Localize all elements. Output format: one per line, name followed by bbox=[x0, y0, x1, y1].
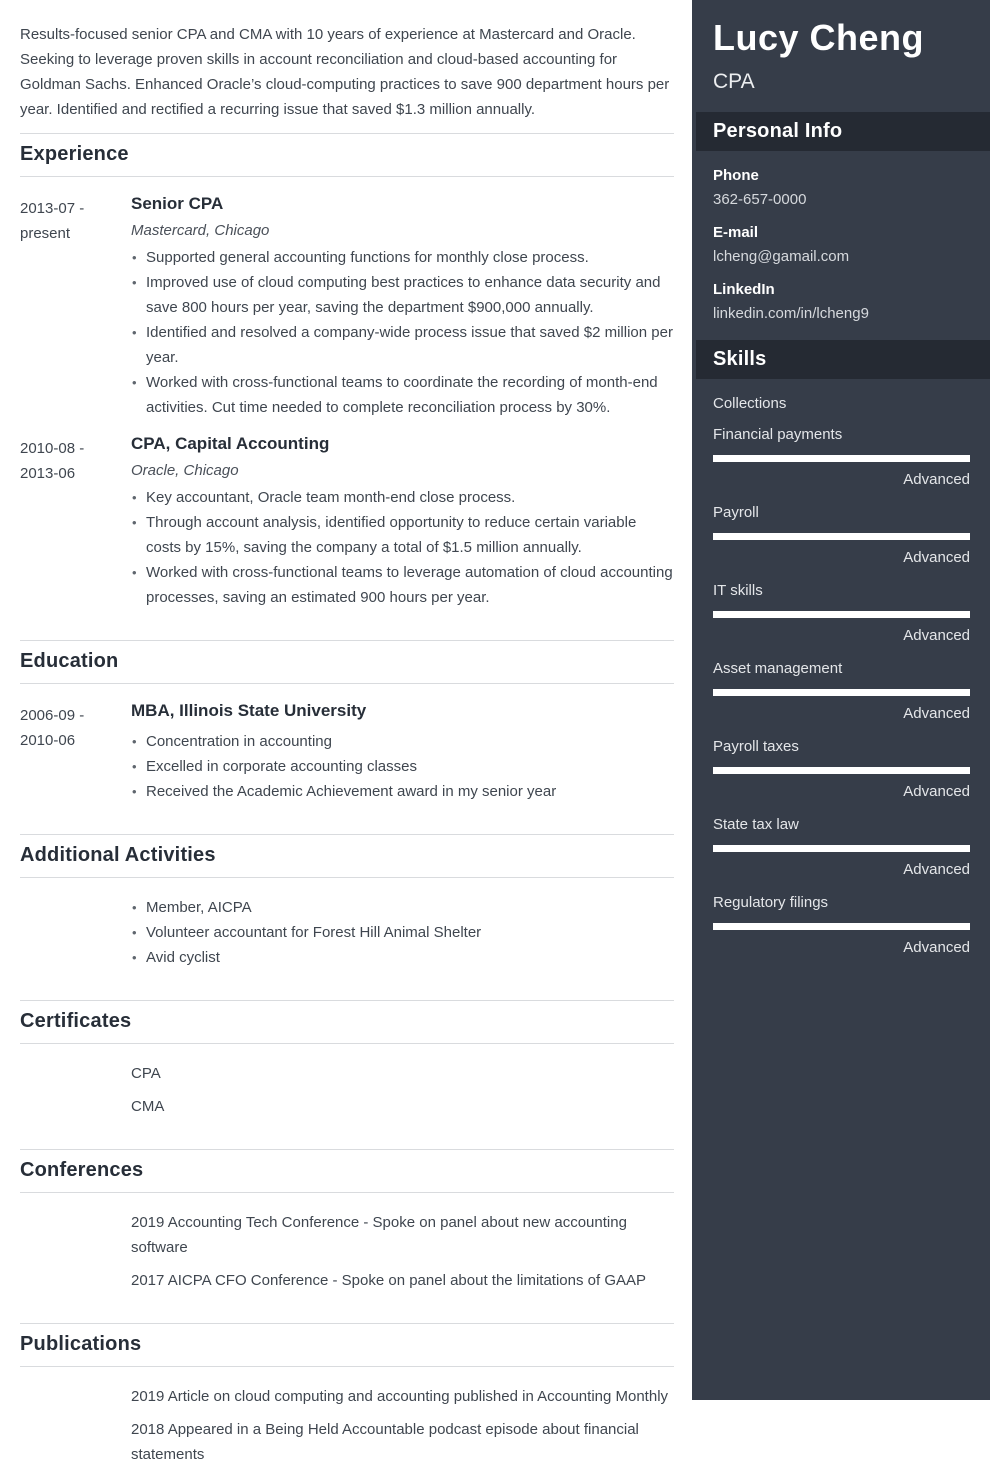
bullet-icon: • bbox=[132, 900, 137, 915]
resume-section bbox=[20, 133, 674, 625]
personal-info-item bbox=[713, 167, 970, 208]
entry-line: 2019 Accounting Tech Conference - Spoke on panel about new accounting software bbox=[131, 1214, 627, 1256]
skill-name: Regulatory filings bbox=[713, 894, 829, 911]
skill-level-label: Advanced bbox=[903, 783, 970, 800]
bullet-icon: • bbox=[132, 784, 137, 799]
entry-line: 2019 Article on cloud computing and accounting published in Accounting Monthly bbox=[131, 1388, 669, 1405]
personal-info-list bbox=[692, 151, 990, 322]
entry-dates bbox=[20, 194, 131, 420]
personal-info-item bbox=[713, 281, 970, 322]
skill-name: Collections bbox=[713, 395, 787, 412]
bullet-text: Received the Academic Achievement award in my senior year bbox=[146, 783, 557, 800]
entry-line: CMA bbox=[131, 1098, 165, 1115]
skill-item bbox=[713, 894, 970, 956]
section-divider-top bbox=[20, 1000, 674, 1001]
entry-date-end: 2013-06 bbox=[20, 465, 76, 482]
skill-level-label: Advanced bbox=[903, 471, 970, 488]
personal-info-value: 362-657-0000 bbox=[713, 191, 807, 208]
line-list bbox=[131, 1384, 674, 1467]
skill-level-bar bbox=[713, 455, 970, 462]
section-entry bbox=[20, 701, 674, 804]
bullet-icon: • bbox=[132, 375, 137, 390]
skill-level-label: Advanced bbox=[903, 861, 970, 878]
skill-name: State tax law bbox=[713, 816, 799, 833]
bullet-icon: • bbox=[132, 759, 137, 774]
section-divider-top bbox=[20, 1149, 674, 1150]
bullet-list bbox=[131, 729, 674, 804]
bullet-icon: • bbox=[132, 515, 137, 530]
bullet-icon: • bbox=[132, 325, 137, 340]
personal-info-heading: Personal Info bbox=[696, 112, 990, 151]
bullet-text: Key accountant, Oracle team month-end close process. bbox=[146, 489, 516, 506]
personal-info-item bbox=[713, 224, 970, 265]
skill-level-bar bbox=[713, 611, 970, 618]
bullet-item bbox=[131, 245, 674, 270]
bullet-item bbox=[131, 320, 674, 370]
entry-line: 2018 Appeared in a Being Held Accountable podcast episode about financial statements bbox=[131, 1421, 639, 1463]
entry-dates bbox=[20, 434, 131, 610]
bullet-text: Worked with cross-functional teams to leverage automation of cloud accounting processes, saving an estimated 900 hours per year. bbox=[146, 564, 673, 606]
entry-dates bbox=[20, 701, 131, 804]
section-entry bbox=[20, 194, 674, 420]
entry-title: Senior CPA bbox=[131, 194, 224, 213]
personal-info-value: linkedin.com/in/lcheng9 bbox=[713, 305, 869, 322]
entry-body bbox=[131, 701, 674, 804]
section-entry bbox=[20, 1061, 674, 1119]
skill-item bbox=[713, 816, 970, 878]
bullet-text: Avid cyclist bbox=[146, 949, 220, 966]
entry-body bbox=[131, 1061, 674, 1119]
resume-section bbox=[20, 1323, 674, 1482]
skill-level-bar bbox=[713, 689, 970, 696]
bullet-list bbox=[131, 245, 674, 420]
section-entries bbox=[20, 684, 674, 819]
bullet-icon: • bbox=[132, 950, 137, 965]
section-title: Education bbox=[20, 650, 119, 672]
skill-level-bar bbox=[713, 767, 970, 774]
skill-item bbox=[713, 738, 970, 800]
summary-paragraph: Results-focused senior CPA and CMA with 10 years of experience at Mastercard and Oracle. Seeking to leverage proven skills in account reconciliation and cloud-based accounting for Goldman Sachs. Enhanced Oracle’s cloud-computing practices to save 900 department hours per year. Identified and rectified a recurring issue that saved $1.3 million annually. bbox=[20, 26, 670, 118]
section-entries bbox=[20, 177, 674, 625]
sections bbox=[20, 133, 674, 1482]
resume-section bbox=[20, 1000, 674, 1134]
section-entries bbox=[20, 1367, 674, 1482]
entry-dates bbox=[20, 895, 131, 970]
skill-item bbox=[713, 504, 970, 566]
entry-body bbox=[131, 194, 674, 420]
bullet-icon: • bbox=[132, 565, 137, 580]
entry-title: MBA, Illinois State University bbox=[131, 701, 367, 720]
resume-sidebar bbox=[692, 0, 990, 1400]
entry-body bbox=[131, 1384, 674, 1467]
bullet-item bbox=[131, 729, 674, 754]
section-entries bbox=[20, 878, 674, 985]
skill-item bbox=[713, 426, 970, 488]
entry-body bbox=[131, 1210, 674, 1293]
bullet-text: Volunteer accountant for Forest Hill Animal Shelter bbox=[146, 924, 482, 941]
personal-info-value: lcheng@gamail.com bbox=[713, 248, 850, 265]
section-title: Certificates bbox=[20, 1010, 132, 1032]
line-list bbox=[131, 1210, 674, 1293]
entry-dates bbox=[20, 1061, 131, 1119]
bullet-item bbox=[131, 270, 674, 320]
entry-date-start: 2010-08 - bbox=[20, 440, 85, 457]
entry-subtitle: Oracle, Chicago bbox=[131, 462, 239, 479]
personal-info-label: LinkedIn bbox=[713, 281, 775, 298]
skill-level-bar bbox=[713, 845, 970, 852]
bullet-text: Worked with cross-functional teams to coordinate the recording of month-end activities. Cut time needed to complete reconciliation process by 30%. bbox=[146, 374, 658, 416]
bullet-item bbox=[131, 920, 674, 945]
bullet-icon: • bbox=[132, 275, 137, 290]
entry-title: CPA, Capital Accounting bbox=[131, 434, 330, 453]
entry-line: 2017 AICPA CFO Conference - Spoke on panel about the limitations of GAAP bbox=[131, 1272, 647, 1289]
section-entry bbox=[20, 1210, 674, 1293]
entry-date-end: 2010-06 bbox=[20, 732, 76, 749]
resume-section bbox=[20, 640, 674, 819]
section-title: Publications bbox=[20, 1333, 142, 1355]
entry-date-start: 2013-07 - bbox=[20, 200, 85, 217]
bullet-list bbox=[131, 895, 674, 970]
section-entry bbox=[20, 434, 674, 610]
entry-dates bbox=[20, 1384, 131, 1467]
person-role: CPA bbox=[713, 70, 755, 93]
bullet-text: Supported general accounting functions for monthly close process. bbox=[146, 249, 589, 266]
bullet-item bbox=[131, 945, 674, 970]
bullet-text: Concentration in accounting bbox=[146, 733, 332, 750]
section-divider-top bbox=[20, 640, 674, 641]
bullet-item bbox=[131, 370, 674, 420]
entry-body bbox=[131, 895, 674, 970]
section-entry bbox=[20, 895, 674, 970]
section-divider-top bbox=[20, 133, 674, 134]
section-entry bbox=[20, 1384, 674, 1467]
section-title: Experience bbox=[20, 143, 129, 165]
skill-item bbox=[713, 395, 970, 412]
bullet-item bbox=[131, 895, 674, 920]
section-entries bbox=[20, 1044, 674, 1134]
skill-level-bar bbox=[713, 923, 970, 930]
person-name: Lucy Cheng bbox=[713, 17, 925, 58]
skills-heading: Skills bbox=[696, 340, 990, 379]
bullet-text: Member, AICPA bbox=[146, 899, 252, 916]
skill-name: Asset management bbox=[713, 660, 843, 677]
section-entries bbox=[20, 1193, 674, 1308]
skill-name: Payroll bbox=[713, 504, 759, 521]
skill-level-label: Advanced bbox=[903, 549, 970, 566]
skill-item bbox=[713, 660, 970, 722]
resume-section bbox=[20, 1149, 674, 1308]
resume-section bbox=[20, 834, 674, 985]
skill-level-bar bbox=[713, 533, 970, 540]
entry-dates bbox=[20, 1210, 131, 1293]
sidebar-header bbox=[692, 17, 990, 94]
line-list bbox=[131, 1061, 674, 1119]
entry-date-start: 2006-09 - bbox=[20, 707, 85, 724]
bullet-item bbox=[131, 485, 674, 510]
skill-level-label: Advanced bbox=[903, 939, 970, 956]
bullet-item bbox=[131, 560, 674, 610]
bullet-item bbox=[131, 779, 674, 804]
skills-list bbox=[692, 379, 990, 956]
entry-body bbox=[131, 434, 674, 610]
skill-item bbox=[713, 582, 970, 644]
entry-line: CPA bbox=[131, 1065, 161, 1082]
bullet-item bbox=[131, 754, 674, 779]
section-title: Additional Activities bbox=[20, 844, 216, 866]
bullet-icon: • bbox=[132, 734, 137, 749]
section-title: Conferences bbox=[20, 1159, 144, 1181]
section-divider-top bbox=[20, 834, 674, 835]
bullet-text: Through account analysis, identified opportunity to reduce certain variable costs by 15%, saving the company a total of $1.5 million annually. bbox=[146, 514, 637, 556]
skill-name: Payroll taxes bbox=[713, 738, 799, 755]
bullet-text: Improved use of cloud computing best practices to enhance data security and save 800 hours per year, saving the department $900,000 annually. bbox=[146, 274, 661, 316]
bullet-item bbox=[131, 510, 674, 560]
skill-level-label: Advanced bbox=[903, 627, 970, 644]
skill-name: IT skills bbox=[713, 582, 763, 599]
bullet-text: Identified and resolved a company-wide process issue that saved $2 million per year. bbox=[146, 324, 673, 366]
personal-info-label: Phone bbox=[713, 167, 759, 184]
personal-info-label: E-mail bbox=[713, 224, 759, 241]
bullet-icon: • bbox=[132, 925, 137, 940]
bullet-icon: • bbox=[132, 250, 137, 265]
entry-subtitle: Mastercard, Chicago bbox=[131, 222, 270, 239]
skill-name: Financial payments bbox=[713, 426, 843, 443]
bullet-list bbox=[131, 485, 674, 610]
bullet-icon: • bbox=[132, 490, 137, 505]
bullet-text: Excelled in corporate accounting classes bbox=[146, 758, 417, 775]
skill-level-label: Advanced bbox=[903, 705, 970, 722]
section-divider-top bbox=[20, 1323, 674, 1324]
entry-date-end: present bbox=[20, 225, 71, 242]
